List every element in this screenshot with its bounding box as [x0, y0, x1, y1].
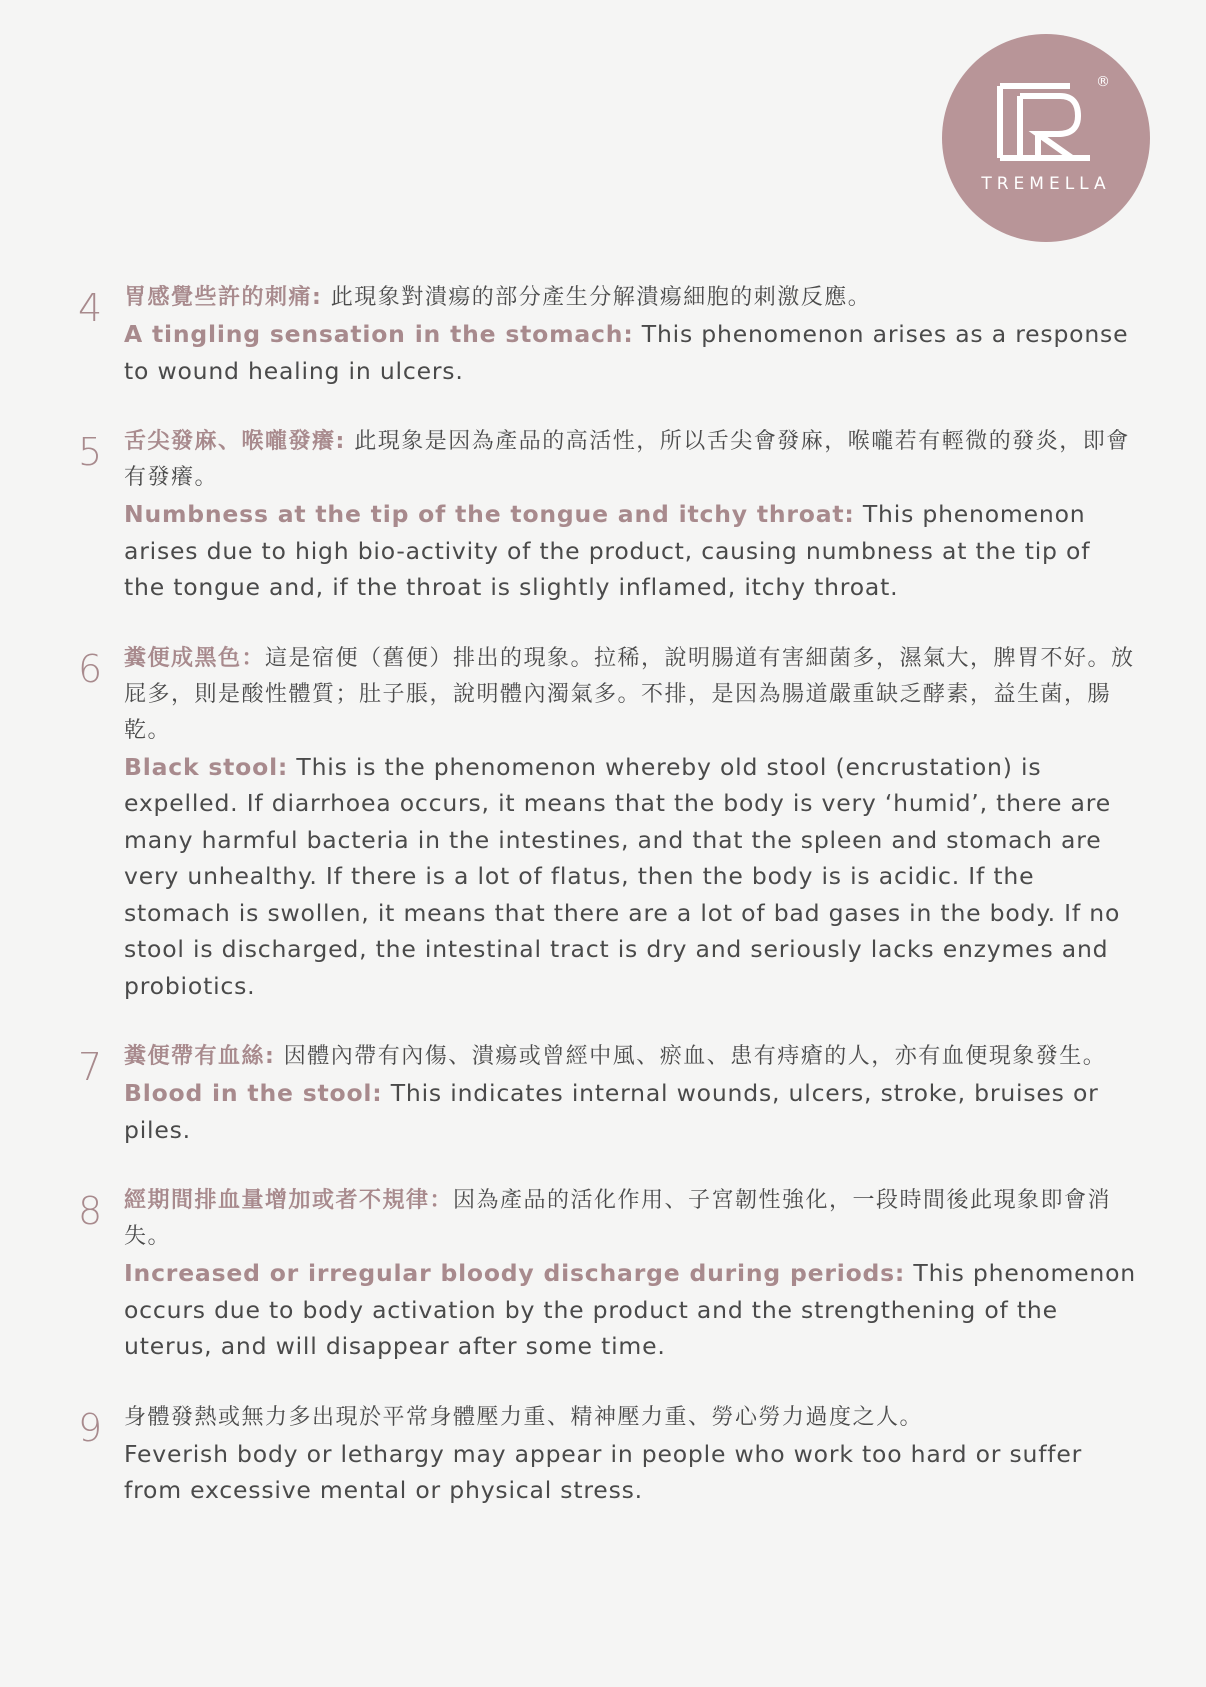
list-item-5 [78, 424, 1138, 606]
item-chinese-body: 這是宿便（舊便）排出的現象。拉稀，說明腸道有害細菌多，濕氣大，脾胃不好。放屁多，則是酸性體質；肚子脹，說明體內濁氣多。不排，是因為腸道嚴重缺乏酵素，益生菌，腸乾。 [124, 645, 1135, 743]
list-item-8 [78, 1183, 1138, 1365]
item-number: 5 [78, 430, 103, 474]
item-chinese-text [124, 1039, 1138, 1075]
item-english-body: This phenomenon occurs due to body activation by the product and the strengthening of the uterus, and will disappear after some time. [124, 1259, 1136, 1360]
logo-wordmark: TREMELLA [981, 174, 1111, 194]
item-chinese-label: 經期間排血量增加或者不規律： [124, 1188, 454, 1213]
item-number: 6 [78, 646, 103, 691]
item-chinese-body: 因為產品的活化作用、子宮韌性強化，一段時間後此現象即會消失。 [124, 1188, 1112, 1249]
item-english-body: This indicates internal wounds, ulcers, stroke, bruises or piles. [124, 1079, 1099, 1144]
item-chinese-label: 舌尖發麻、喉嚨發癢: [124, 429, 346, 454]
item-english-text [124, 316, 1138, 389]
tremella-logo [942, 34, 1150, 242]
item-chinese-label: 糞便成黑色： [124, 645, 266, 671]
item-number: 7 [78, 1045, 103, 1089]
item-english-text [124, 1255, 1138, 1365]
item-english-text [124, 496, 1138, 606]
item-chinese-body: 此現象對潰瘍的部分產生分解潰瘍細胞的刺激反應。 [322, 285, 872, 310]
item-english-body: This phenomenon arises due to high bio-activity of the product, causing numbness at the tip of the tongue and, if the throat is slightly inflamed, itchy throat. [124, 500, 1091, 601]
item-chinese-label: 胃感覺些許的刺痛: [124, 285, 323, 310]
item-chinese-label: 糞便帶有血絲: [124, 1044, 276, 1069]
item-english-body: This is the phenomenon whereby old stool (encrustation) is expelled. If diarrhoea occurs, it means that the body is very ‘humid’, there are many harmful bacteria in the intestines, and that the spleen and stomach are very unhealthy. If there is a lot of flatus, then the body is is acidic. If the stomach is swollen, it means that there are a lot of bad gases in the body. If no stool is discharged, the intestinal tract is dry and seriously lacks enzymes and probiotics. [124, 752, 1121, 1000]
item-english-text [124, 1436, 1138, 1509]
item-number: 4 [78, 286, 103, 330]
item-english-label: Blood in the stool: [124, 1079, 383, 1107]
item-chinese-text [124, 1183, 1138, 1255]
item-chinese-body: 此現象是因為產品的高活性，所以舌尖會發麻，喉嚨若有輕微的發炎，即會有發癢。 [124, 429, 1130, 490]
item-number: 9 [78, 1405, 103, 1450]
item-chinese-body: 身體發熱或無力多出現於平常身體壓力重、精神壓力重、勞心勞力過度之人。 [124, 1404, 924, 1430]
registered-mark: ® [1096, 74, 1110, 90]
list-item-6 [78, 641, 1138, 1005]
list-item-7 [78, 1039, 1138, 1148]
tr-monogram-icon [942, 34, 1150, 242]
item-english-label: Black stool: [124, 752, 289, 781]
item-english-text [124, 1075, 1138, 1148]
item-english-body: Feverish body or lethargy may appear in people who work too hard or suffer from excessive mental or physical stress. [124, 1439, 1083, 1504]
item-chinese-text [124, 1400, 1138, 1436]
item-chinese-text [124, 280, 1138, 316]
item-chinese-text [124, 641, 1138, 749]
item-english-label: A tingling sensation in the stomach: [124, 320, 634, 348]
list-item-9 [78, 1400, 1138, 1509]
item-chinese-body: 因體內帶有內傷、潰瘍或曾經中風、瘀血、患有痔瘡的人，亦有血便現象發生。 [275, 1044, 1107, 1069]
item-english-text [124, 749, 1138, 1005]
list-item-4 [78, 280, 1138, 389]
side-effects-list [78, 280, 1138, 1544]
item-english-label: Increased or irregular bloody discharge during periods: [124, 1259, 906, 1287]
item-english-body: This phenomenon arises as a response to wound healing in ulcers. [124, 320, 1129, 385]
item-number: 8 [78, 1189, 103, 1233]
item-chinese-text [124, 424, 1138, 496]
item-english-label: Numbness at the tip of the tongue and itchy throat: [124, 500, 855, 528]
